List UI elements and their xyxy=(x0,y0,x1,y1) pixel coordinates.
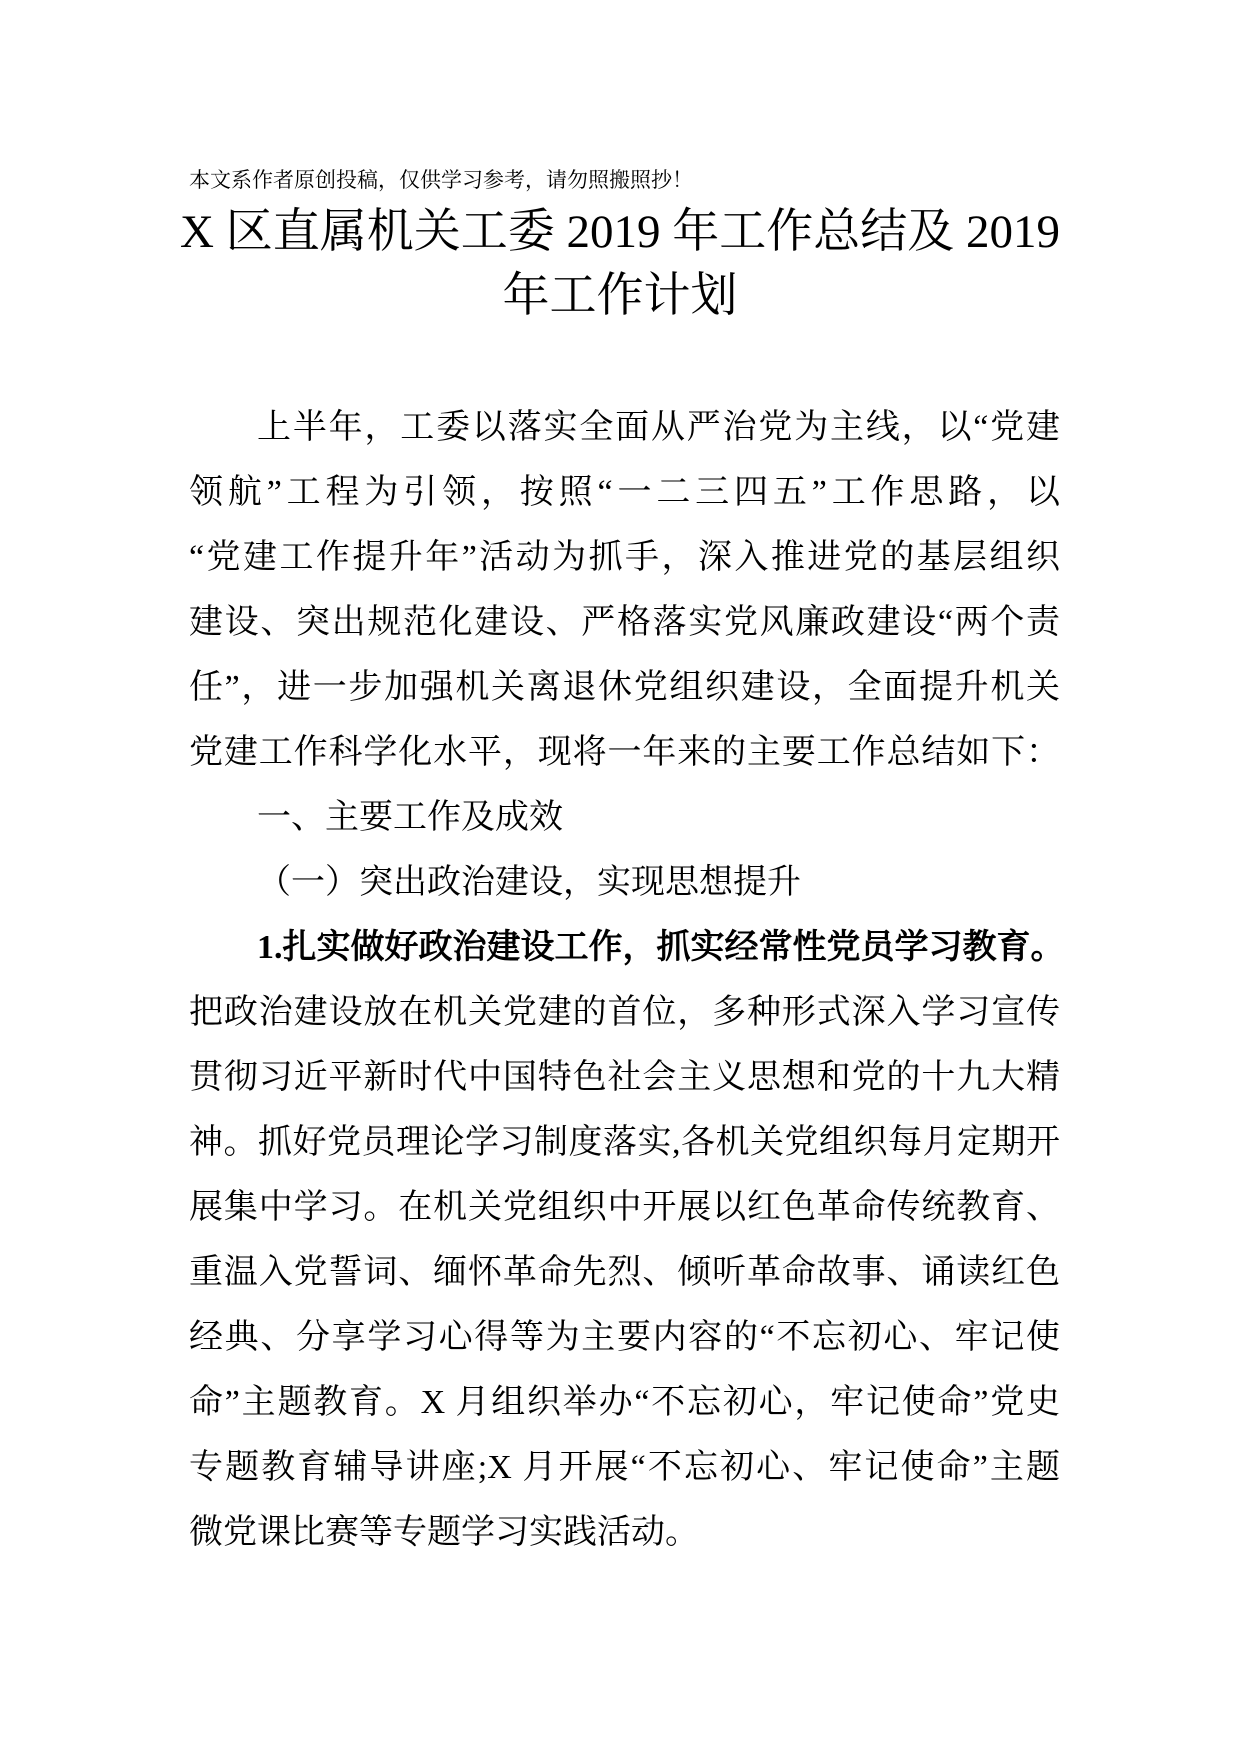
section-heading: 一、主要工作及成效 xyxy=(257,799,563,836)
document-title-line-2: 年工作计划 xyxy=(502,270,738,322)
body-line: 神。抓好党员理论学习制度落实,各机关党组织每月定期开 xyxy=(189,1124,1060,1161)
intro-line: 任”，进一步加强机关离退休党组织建设，全面提升机关 xyxy=(189,669,1060,706)
body-line: 专题教育辅导讲座;X 月开展“不忘初心、牢记使命”主题 xyxy=(189,1449,1060,1486)
subsection-heading: （一）突出政治建设，实现思想提升 xyxy=(257,864,801,901)
intro-line: “党建工作提升年”活动为抓手，深入推进党的基层组织 xyxy=(189,539,1060,576)
body-line: 展集中学习。在机关党组织中开展以红色革命传统教育、 xyxy=(189,1189,1060,1226)
body-line: 命”主题教育。X 月组织举办“不忘初心，牢记使命”党史 xyxy=(189,1384,1060,1421)
intro-line: 党建工作科学化水平，现将一年来的主要工作总结如下： xyxy=(189,734,1060,771)
body-line: 经典、分享学习心得等为主要内容的“不忘初心、牢记使 xyxy=(189,1319,1060,1356)
intro-line: 建设、突出规范化建设、严格落实党风廉政建设“两个责 xyxy=(189,604,1060,641)
body-line: 贯彻习近平新时代中国特色社会主义思想和党的十九大精 xyxy=(189,1059,1060,1096)
copyright-note: 本文系作者原创投稿，仅供学习参考，请勿照搬照抄！ xyxy=(189,169,693,192)
body-line: 微党课比赛等专题学习实践活动。 xyxy=(189,1514,699,1551)
intro-line: 领航”工程为引领，按照“一二三四五”工作思路，以 xyxy=(189,474,1060,511)
document-title-line-1: X 区直属机关工委 2019 年工作总结及 2019 xyxy=(180,206,1060,258)
item-heading: 1.扎实做好政治建设工作，抓实经常性党员学习教育。 xyxy=(257,929,1065,966)
intro-line: 上半年，工委以落实全面从严治党为主线，以“党建 xyxy=(257,409,1060,446)
body-line: 把政治建设放在机关党建的首位，多种形式深入学习宣传 xyxy=(189,994,1060,1031)
body-line: 重温入党誓词、缅怀革命先烈、倾听革命故事、诵读红色 xyxy=(189,1254,1060,1291)
